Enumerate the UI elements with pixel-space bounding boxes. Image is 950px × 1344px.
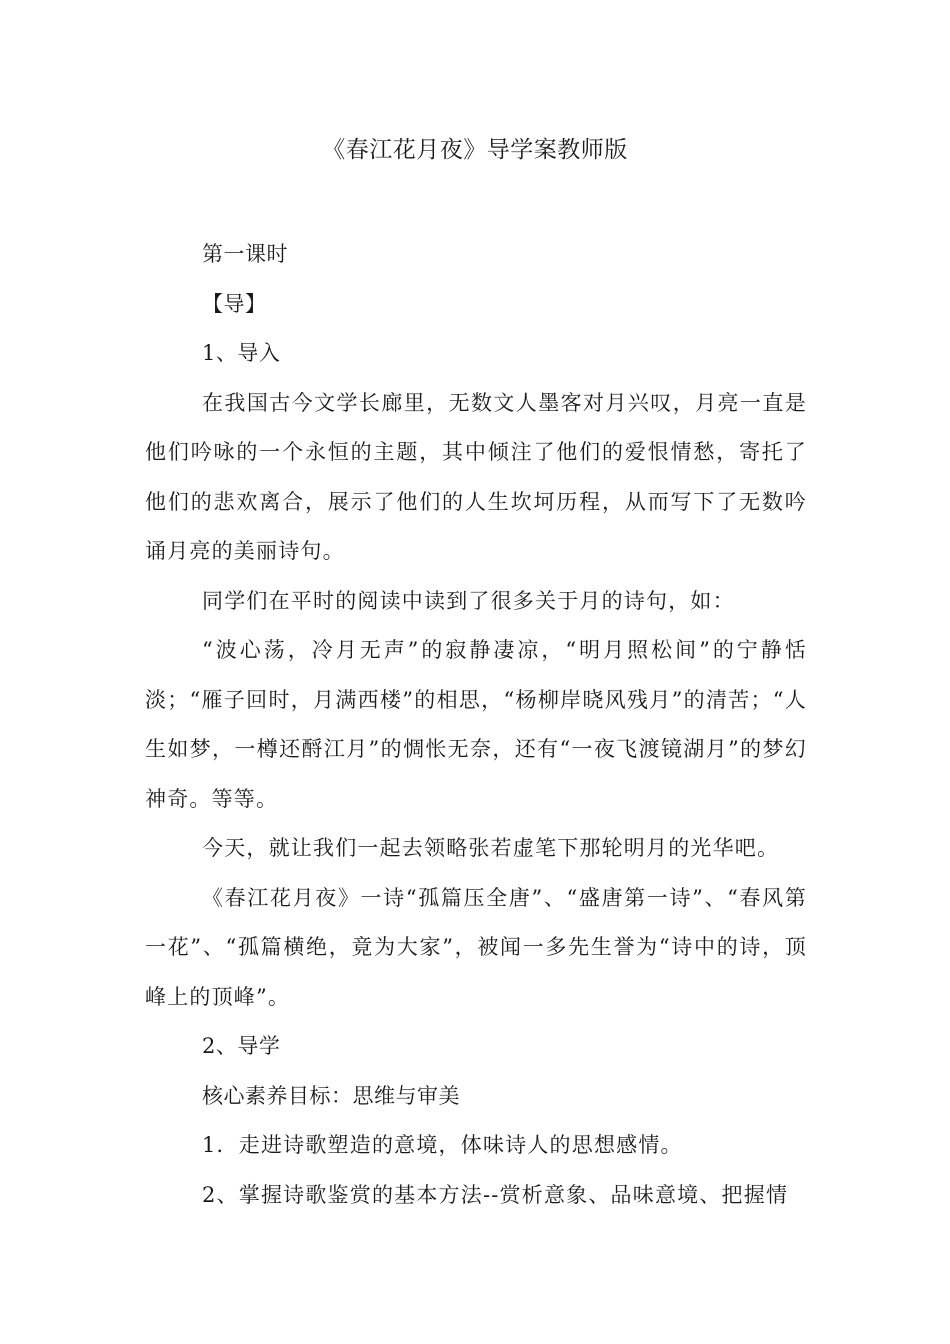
poem-examples-paragraph: “波心荡，冷月无声”的寂静凄凉，“明月照松间”的宁静恬淡；“雁子回时，月满西楼”的相思，“杨柳岸晓风残月”的清苦；“人生如梦，一樽还酹江月”的惆怅无奈，还有“一夜飞渡镜湖月”的梦幻神奇。等等。 bbox=[145, 638, 807, 811]
document-body bbox=[145, 230, 807, 1220]
document-title: 《春江花月夜》导学案教师版 bbox=[322, 137, 628, 163]
poem-lines-lead-paragraph: 同学们在平时的阅读中读到了很多关于月的诗句，如： bbox=[202, 588, 735, 613]
intro-paragraph: 在我国古今文学长廊里，无数文人墨客对月兴叹，月亮一直是他们吟咏的一个永恒的主题，其中倾注了他们的爱恨情愁，寄托了他们的悲欢离合，展示了他们的人生坎坷历程，从而写下了无数吟诵月亮的美丽诗句。 bbox=[145, 390, 807, 563]
goal-item-1: 1．走进诗歌塑造的意境，体味诗人的思想感情。 bbox=[202, 1133, 683, 1157]
subsection-heading-guided-study: 2、导学 bbox=[202, 1034, 281, 1058]
goal-item-2: 2、掌握诗歌鉴赏的基本方法--赏析意象、品味意境、把握情 bbox=[202, 1182, 789, 1207]
core-literacy-goal: 核心素养目标：思维与审美 bbox=[202, 1083, 460, 1108]
poem-praise-paragraph: 《春江花月夜》一诗“孤篇压全唐”、“盛唐第一诗”、“春风第一花”、“孤篇横绝，竟为大家”，被闻一多先生誉为“诗中的诗，顶峰上的顶峰”。 bbox=[145, 885, 807, 1009]
lesson-heading: 第一课时 bbox=[202, 242, 288, 266]
section-heading-guide: 【导】 bbox=[202, 291, 267, 316]
today-paragraph: 今天，就让我们一起去领略张若虚笔下那轮明月的光华吧。 bbox=[202, 836, 780, 860]
subsection-heading-intro: 1、导入 bbox=[202, 341, 281, 365]
